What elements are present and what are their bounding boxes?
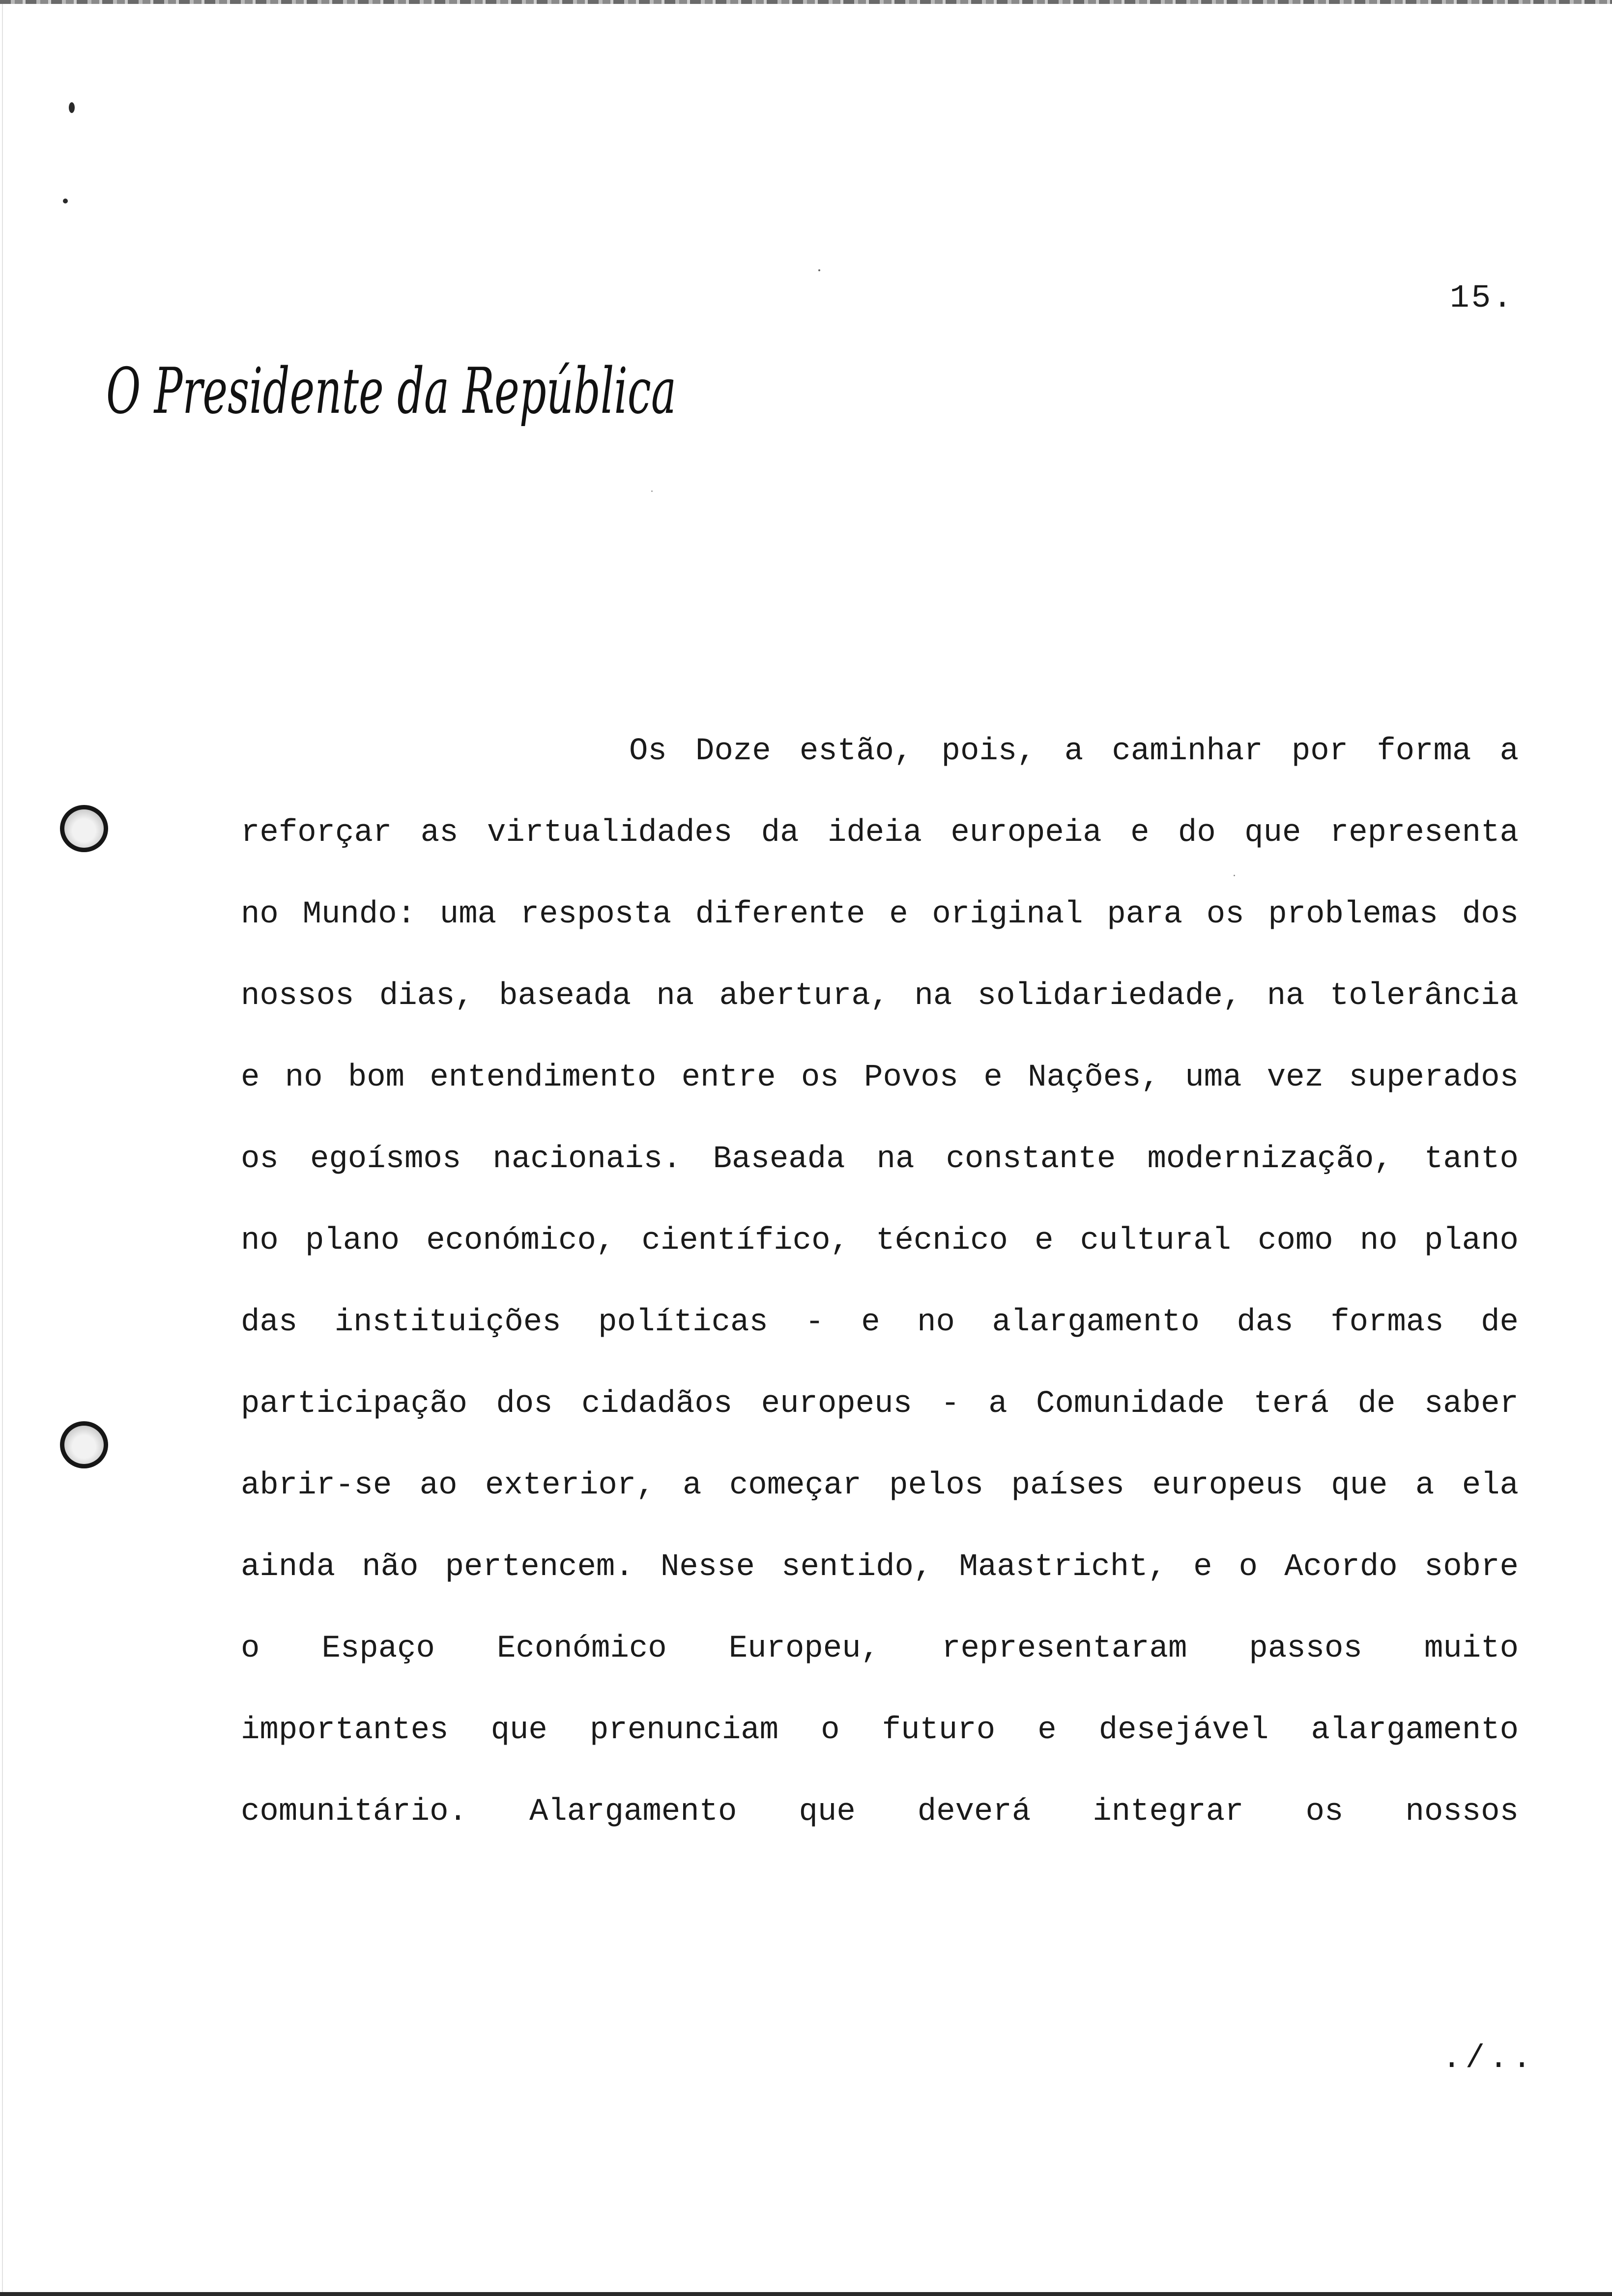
word: no — [241, 897, 279, 932]
word: problemas — [1268, 897, 1439, 932]
word: nossos — [241, 978, 354, 1014]
word: da — [761, 815, 799, 851]
word: o — [821, 1713, 840, 1748]
word: o — [1238, 1550, 1258, 1585]
word: para — [1107, 897, 1183, 932]
word: que — [490, 1713, 547, 1748]
word: os — [801, 1060, 839, 1095]
text-line — [241, 1627, 1519, 1708]
text-line — [241, 1056, 1519, 1137]
word: a — [988, 1386, 1008, 1422]
word: os — [1305, 1794, 1344, 1830]
letterhead-text: O Presidente da República — [106, 355, 676, 428]
scan-speck — [818, 269, 820, 271]
word: representa — [1329, 815, 1519, 851]
word: e — [983, 1060, 1003, 1095]
text-line — [241, 1300, 1519, 1382]
word: superados — [1349, 1060, 1519, 1095]
scan-bottom-edge — [0, 2292, 1612, 2296]
word: e — [889, 897, 908, 932]
word: não — [362, 1550, 419, 1585]
word: virtualidades — [487, 815, 733, 851]
scan-top-edge — [0, 0, 1612, 4]
word: Baseada — [713, 1142, 845, 1177]
word: Maastricht, — [959, 1550, 1167, 1585]
word: nossos — [1405, 1794, 1519, 1830]
word: alargamento — [1311, 1713, 1519, 1748]
word: bom — [347, 1060, 405, 1095]
word: de — [1357, 1386, 1396, 1422]
word: exterior, — [485, 1468, 655, 1503]
word: Doze — [695, 734, 771, 769]
word: pelos — [889, 1468, 984, 1503]
word: a — [683, 1468, 702, 1503]
word: cidadãos — [581, 1386, 733, 1422]
scan-speck — [651, 490, 653, 492]
word: Nesse — [660, 1550, 755, 1585]
word: ela — [1462, 1468, 1519, 1503]
word: deverá — [917, 1794, 1031, 1830]
word: estão, — [799, 734, 913, 769]
word: Alargamento — [529, 1794, 737, 1830]
word: económico, — [426, 1223, 615, 1259]
word: importantes — [241, 1713, 449, 1748]
word: dos — [496, 1386, 553, 1422]
text-line — [241, 1790, 1519, 1871]
word: abrir-se — [241, 1468, 392, 1503]
word: países — [1011, 1468, 1125, 1503]
word: e — [1130, 815, 1150, 851]
word: dos — [1462, 897, 1519, 932]
word: ideia — [827, 815, 922, 851]
word: representaram — [942, 1631, 1187, 1666]
word: vez — [1267, 1060, 1324, 1095]
word: no — [1359, 1223, 1398, 1259]
word: baseada — [499, 978, 631, 1014]
word: e — [861, 1305, 880, 1340]
word: por — [1291, 734, 1349, 769]
word: futuro — [882, 1713, 996, 1748]
word: muito — [1424, 1631, 1519, 1666]
word: - — [941, 1386, 960, 1422]
word: diferente — [695, 897, 865, 932]
text-line — [241, 1219, 1519, 1300]
word: os — [1206, 897, 1244, 932]
word: sobre — [1424, 1550, 1519, 1585]
punch-hole-icon — [60, 805, 108, 852]
word: que — [799, 1794, 856, 1830]
word: plano — [1424, 1223, 1519, 1259]
word: como — [1258, 1223, 1333, 1259]
word: participação — [241, 1386, 467, 1422]
word: Nações, — [1028, 1060, 1160, 1095]
word: modernização, — [1147, 1142, 1393, 1177]
word: e — [1193, 1550, 1212, 1585]
word: instituições — [334, 1305, 561, 1340]
text-line — [241, 1137, 1519, 1219]
word: de — [1481, 1305, 1519, 1340]
text-line — [241, 1464, 1519, 1545]
word: na — [1267, 978, 1305, 1014]
word: - — [805, 1305, 824, 1340]
word: passos — [1249, 1631, 1362, 1666]
word: que — [1244, 815, 1301, 851]
word: das — [1237, 1305, 1294, 1340]
word: abertura, — [719, 978, 890, 1014]
text-line — [241, 1382, 1519, 1464]
word: na — [876, 1142, 915, 1177]
word: ao — [419, 1468, 458, 1503]
word: saber — [1424, 1386, 1519, 1422]
word: pertencem. — [445, 1550, 634, 1585]
word: do — [1178, 815, 1216, 851]
word: e — [1035, 1223, 1054, 1259]
word: caminhar — [1112, 734, 1263, 769]
word: sentido, — [781, 1550, 933, 1585]
word: técnico — [876, 1223, 1008, 1259]
word: e — [241, 1060, 260, 1095]
word: cultural — [1080, 1223, 1231, 1259]
word: que — [1331, 1468, 1388, 1503]
word: Mundo: — [302, 897, 416, 932]
continuation-mark: ./.. — [1442, 2040, 1536, 2077]
word: uma — [439, 897, 496, 932]
word: integrar — [1093, 1794, 1244, 1830]
word: entendimento — [430, 1060, 657, 1095]
word: Comunidade — [1036, 1386, 1225, 1422]
word: Acordo — [1284, 1550, 1398, 1585]
word: desejável — [1098, 1713, 1269, 1748]
word: plano — [305, 1223, 400, 1259]
word: começar — [729, 1468, 862, 1503]
word: Espaço — [321, 1631, 435, 1666]
word: Os — [629, 734, 667, 769]
word: tanto — [1424, 1142, 1519, 1177]
word: os — [241, 1142, 279, 1177]
word: tolerância — [1329, 978, 1519, 1014]
word: resposta — [520, 897, 672, 932]
word: o — [241, 1631, 260, 1666]
word: e — [1037, 1713, 1057, 1748]
scan-left-edge — [2, 4, 3, 2292]
word: constante — [946, 1142, 1116, 1177]
word: a — [1499, 734, 1519, 769]
word: Europeu, — [728, 1631, 880, 1666]
word: na — [914, 978, 952, 1014]
word: científico, — [641, 1223, 849, 1259]
text-line — [241, 892, 1519, 974]
word: europeia — [950, 815, 1102, 851]
word: a — [1064, 734, 1084, 769]
punch-hole-icon — [60, 1421, 108, 1468]
word: uma — [1185, 1060, 1242, 1095]
word: no — [917, 1305, 955, 1340]
word: terá — [1253, 1386, 1329, 1422]
word: no — [285, 1060, 323, 1095]
word: das — [241, 1305, 298, 1340]
word: nacionais. — [492, 1142, 682, 1177]
body-paragraph — [241, 729, 1519, 1871]
word: solidariedade, — [977, 978, 1242, 1014]
text-line — [241, 729, 1519, 811]
word: original — [932, 897, 1083, 932]
word: europeus — [1152, 1468, 1303, 1503]
word: as — [420, 815, 459, 851]
word: no — [241, 1223, 279, 1259]
scan-speck — [63, 199, 68, 203]
word: Económico — [497, 1631, 667, 1666]
word: ainda — [241, 1550, 336, 1585]
text-line — [241, 811, 1519, 892]
word: a — [1415, 1468, 1435, 1503]
word: europeus — [761, 1386, 912, 1422]
word: entre — [681, 1060, 776, 1095]
word: Povos — [864, 1060, 959, 1095]
letterhead-script — [103, 344, 683, 442]
word: na — [656, 978, 694, 1014]
word: políticas — [598, 1305, 768, 1340]
text-line — [241, 974, 1519, 1056]
scan-speck — [69, 102, 75, 113]
word: comunitário. — [241, 1794, 467, 1830]
word: pois, — [941, 734, 1036, 769]
word: formas — [1330, 1305, 1444, 1340]
word: egoísmos — [310, 1142, 461, 1177]
word: alargamento — [992, 1305, 1200, 1340]
text-line — [241, 1708, 1519, 1790]
word: prenunciam — [589, 1713, 778, 1748]
page-number: 15. — [1450, 280, 1514, 316]
word: reforçar — [241, 815, 392, 851]
text-line — [241, 1545, 1519, 1627]
word: forma — [1377, 734, 1471, 769]
word: dias, — [379, 978, 474, 1014]
